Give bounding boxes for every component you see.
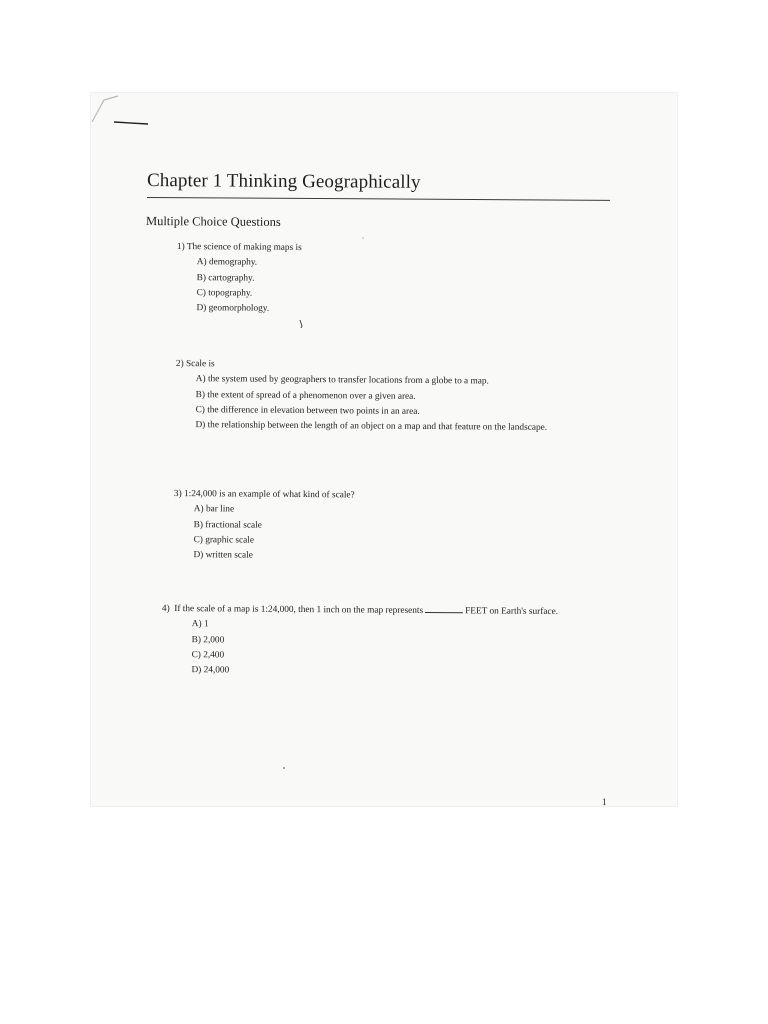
answer-option: C) graphic scale (193, 535, 255, 546)
answer-option: B) fractional scale (193, 519, 262, 531)
question-1 (176, 240, 301, 317)
question-text-before-blank: If the scale of a map is 1:24,000, then 1 inch on the map represents (174, 604, 424, 616)
folded-corner-mark (90, 92, 160, 162)
answer-option: C) the difference in elevation between two points in an area. (195, 405, 420, 417)
question-text: 1:24,000 is an example of what kind of scale? (183, 489, 355, 501)
question-text: Scale is (185, 359, 215, 370)
answer-option: D) written scale (193, 550, 253, 561)
answer-option: A) demography. (196, 257, 258, 268)
answer-option: B) 2,000 (191, 634, 225, 646)
question-number: 1) (176, 241, 185, 253)
answer-option: C) 2,400 (191, 650, 225, 661)
question-4 (171, 602, 588, 682)
answer-option: B) the extent of spread of a phenomenon over a given area. (195, 389, 416, 402)
question-stem (177, 240, 302, 256)
answer-option: A) the system used by geographers to transfer locations from a globe to a map. (195, 374, 489, 387)
answer-option: D) 24,000 (191, 665, 230, 676)
question-number: 2) (175, 358, 184, 370)
answer-option: A) 1 (191, 619, 209, 630)
question-2 (175, 357, 571, 437)
answer-option: C) topography. (196, 288, 253, 299)
answer-option: A) bar line (193, 504, 235, 515)
answer-blank (425, 604, 463, 613)
question-stem (174, 487, 355, 504)
answer-option: D) the relationship between the length of an object on a map and that feature on the landscape. (195, 420, 548, 434)
question-number: 3) (173, 488, 182, 500)
question-3 (173, 487, 354, 565)
answer-option: B) cartography. (196, 272, 255, 284)
page-number: 1 (602, 797, 607, 807)
question-text-after-blank: FEET on Earth's surface. (465, 606, 559, 618)
question-text: The science of making maps is (186, 242, 302, 253)
answer-option: D) geomorphology. (196, 303, 270, 314)
section-heading: Multiple Choice Questions (145, 214, 281, 229)
chapter-title: Chapter 1 Thinking Geographically (146, 170, 421, 193)
